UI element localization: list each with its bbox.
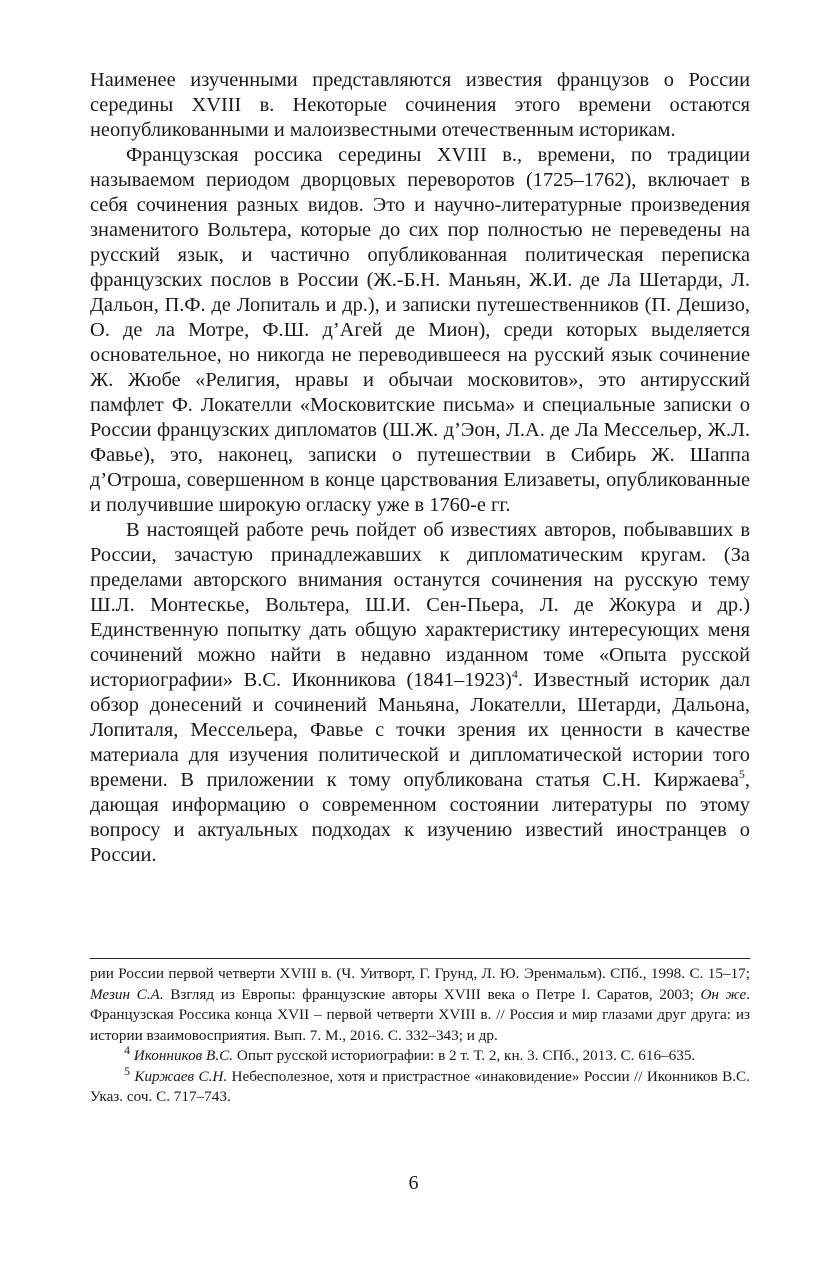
footnote-text: Опыт русской историографии: в 2 т. Т. 2, кн. 3. СПб., 2013. С. 616–635. bbox=[233, 1047, 696, 1064]
footnote-continuation bbox=[90, 964, 750, 1046]
page-number: 6 bbox=[408, 1172, 419, 1194]
footnote-text: Небесполезное, хотя и пристрастное «инаковидение» России // Иконников В.С. Указ. соч. С. 717–743. bbox=[90, 1067, 750, 1105]
footnote-5 bbox=[90, 1063, 750, 1108]
paragraph-3-part-c: , дающая информацию о современном состоянии литературы по этому вопросу и актуальных подходах к изучению известий иностранцев о России. bbox=[90, 769, 750, 866]
footnote-author: Киржаев С.Н. bbox=[134, 1067, 228, 1085]
footnote-number: 5 bbox=[124, 1063, 130, 1078]
footnote-number: 4 bbox=[124, 1042, 130, 1057]
footnote-continuation-text-a: рии России первой четверти XVIII в. (Ч. Уитворт, Г. Грунд, Л. Ю. Эренмальм). СПб., 1998. С. 15–17; bbox=[90, 965, 750, 982]
paragraph-2: Французская россика середины XVIII в., времени, по традиции называемом периодом дворцовых переворотов (1725–1762), включает в себя сочинения разных видов. Это и научно-литературные произведения знаменитого Вольтера, которые до сих пор полностью не переведены на русский язык, и частично опубликованная политическая переписка французских послов в России (Ж.-Б.Н. Маньян, Ж.И. де Ла Шетарди, Л. Дальон, П.Ф. де Лопиталь и др.), и записки путешественников (П. Дешизо, О. де ла Мотре, Ф.Ш. д’Агей де Мион), среди которых выделяется основательное, но никогда не переводившееся на русский язык сочинение Ж. Жюбе «Религия, нравы и обычаи московитов», это антирусский памфлет Ф. Локателли «Московитские письма» и специальные записки о России французских дипломатов (Ш.Ж. д’Эон, Л.А. де Ла Мессельер, Ж.Л. Фавье), это, наконец, записки о путешествии в Сибирь Ж. Шаппа д’Отроша, совершенном в конце царствования Елизаветы, опубликованные и получившие широкую огласку уже в 1760-е гг. bbox=[90, 144, 750, 516]
paragraph-3-part-a: В настоящей работе речь пойдет об известиях авторов, побывавших в России, зачастую принадлежавших к дипломатическим кругам. (За пределами авторского внимания останутся сочинения на русскую тему Ш.Л. Монтескье, Вольтера, Ш.И. Сен-Пьера, Л. де Жокура и др.) Единственную попытку дать общую характеристику интересующих меня сочинений можно найти в недавно изданном томе «Опыта русской историографии» В.С. Иконникова (1841–1923) bbox=[90, 519, 750, 691]
paragraph-1: Наименее изученными представляются известия французов о России середины XVIII в. Некоторые сочинения этого времени остаются неопубликованными и малоизвестными отечественным историкам. bbox=[90, 69, 750, 141]
footnote-author: Иконников В.С. bbox=[133, 1047, 234, 1064]
footnotes bbox=[90, 964, 750, 1108]
footnote-author: Мезин С.А. bbox=[90, 985, 164, 1003]
footnote-author: Он же bbox=[700, 985, 747, 1003]
paragraph-3 bbox=[90, 518, 750, 868]
footnote-continuation-text-b: Взгляд из Европы: французские авторы XVIII века о Петре I. Саратов, 2003; bbox=[163, 985, 701, 1003]
footnote-ref-5[interactable]: 5 bbox=[738, 767, 745, 782]
paragraph-3-part-b: . Известный историк дал обзор донесений и сочинений Маньяна, Локателли, Шетарди, Дальона, Лопиталя, Мессельера, Фавье с точки зрения их ценности в качестве материала для изучения политической и дипломатической истории того времени. В приложении к тому опубликована статья С.Н. Киржаева bbox=[90, 669, 750, 791]
footnote-ref-4[interactable]: 4 bbox=[511, 667, 518, 682]
main-text bbox=[90, 68, 750, 868]
footnote-continuation-text-c: . Французская Россика конца XVII – первой четверти XVIII в. // Россия и мир глазами друг друга: из истории взаимовосприятия. Вып. 7. М., 2016. С. 332–343; и др. bbox=[90, 985, 750, 1044]
footnote-divider bbox=[90, 958, 750, 959]
footnote-4 bbox=[90, 1042, 750, 1067]
